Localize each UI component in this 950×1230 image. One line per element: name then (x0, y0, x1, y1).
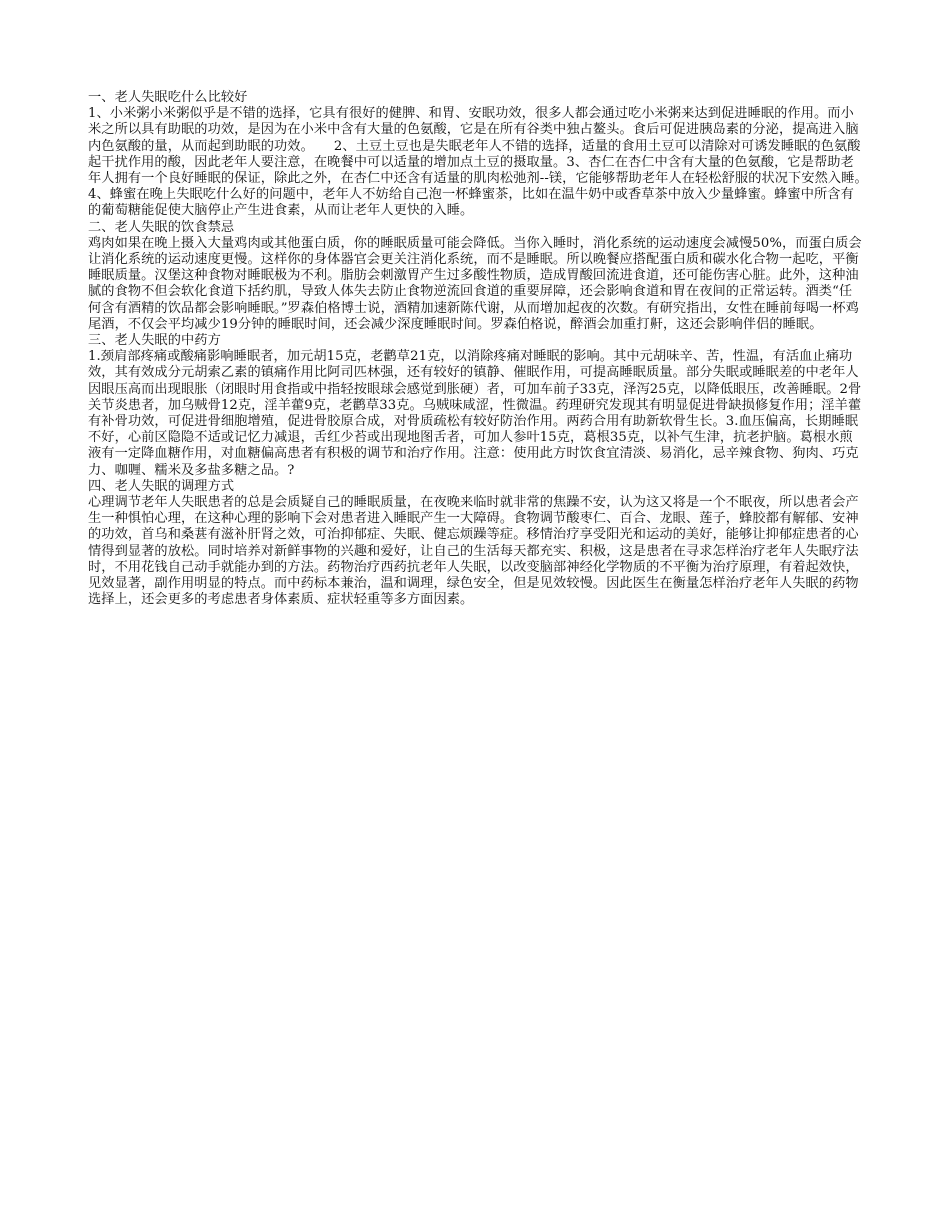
section-body: 1.颈肩部疼痛或酸痛影响睡眠者，加元胡15克，老鹳草21克，以消除疼痛对睡眠的影响。其中元胡味辛、苦，性温，有活血止痛功效，其有效成分元胡索乙素的镇痛作用比阿司匹林强，还有较好的镇静、催眠作用，可提高睡眠质量。部分失眠或睡眠差的中老年人因眼压高而出现眼胀（闭眼时用食指或中指轻按眼球会感觉到胀硬）者，可加车前子33克，泽泻25克，以降低眼压，改善睡眠。2骨关节炎患者，加乌贼骨12克，淫羊藿9克，老鹳草33克。乌贼味咸涩，性微温。药理研究发现其有明显促进骨缺损修复作用；淫羊藿有补骨功效，可促进骨细胞增殖，促进骨胶原合成，对骨质疏松有较好防治作用。两药合用有助新软骨生长。3.血压偏高，长期睡眠不好，心前区隐隐不适或记忆力减退，舌红少苔或出现地图舌者，可加人参叶15克，葛根35克，以补气生津，抗老护脑。葛根水煎液有一定降血糖作用，对血糖偏高患者有积极的调节和治疗作用。注意：使用此方时饮食宜清淡、易消化，忌辛辣食物、狗肉、巧克力、咖喱、糯米及多盐多糖之品。? (88, 349, 862, 478)
section-food (88, 90, 888, 220)
section-body: 鸡肉如果在晚上摄入大量鸡肉或其他蛋白质，你的睡眠质量可能会降低。当你入睡时，消化系统的运动速度会减慢50%，而蛋白质会让消化系统的运动速度更慢。这样你的身体器官会更关注消化系统，而不是睡眠。所以晚餐应搭配蛋白质和碳水化合物一起吃，平衡睡眠质量。汉堡这种食物对睡眠极为不利。脂肪会刺激胃产生过多酸性物质，造成胃酸回流进食道，还可能伤害心脏。此外，这种油腻的食物不但会软化食道下括约肌，导致人体失去防止食物逆流回食道的重要屏障，还会影响食道和胃在夜间的正常运转。酒类“任何含有酒精的饮品都会影响睡眠。”罗森伯格博士说，酒精加速新陈代谢，从而增加起夜的次数。有研究指出，女性在睡前每喝一杯鸡尾酒，不仅会平均减少19分钟的睡眠时间，还会减少深度睡眠时间。罗森伯格说，醉酒会加重打鼾，这还会影响伴侣的睡眠。 (88, 235, 862, 332)
section-herbal-prescription (88, 333, 862, 479)
section-heading: 二、老人失眠的饮食禁忌 (88, 219, 235, 235)
section-heading: 四、老人失眠的调理方式 (88, 478, 235, 494)
section-heading: 三、老人失眠的中药方 (88, 333, 221, 349)
section-body: 心理调节老年人失眠患者的总是会质疑自己的睡眠质量，在夜晚来临时就非常的焦躁不安，认为这又将是一个不眠夜，所以患者会产生一种惧怕心理，在这种心理的影响下会对患者进入睡眠产生一大障碍。食物调节酸枣仁、百合、龙眼、莲子，蜂胶都有解郁、安神的功效，首乌和桑葚有滋补肝肾之效，可治抑郁症、失眠、健忘烦躁等症。移情治疗享受阳光和运动的美好，能够让抑郁症患者的心情得到显著的放松。同时培养对新鲜事物的兴趣和爱好，让自己的生活每天都充实、积极，这是患者在寻求怎样治疗老年人失眠疗法时，不用花钱自己动手就能办到的方法。药物治疗西药抗老年人失眠，以改变脑部神经化学物质的不平衡为治疗原理，有着起效快，见效显著，副作用明显的特点。而中药标本兼治，温和调理，绿色安全，但是见效较慢。因此医生在衡量怎样治疗老年人失眠的药物选择上，还会更多的考虑患者身体素质、症状轻重等多方面因素。 (88, 495, 859, 608)
document-page (88, 90, 888, 609)
section-heading: 一、老人失眠吃什么比较好 (88, 90, 248, 105)
section-conditioning (88, 479, 862, 609)
section-diet-taboos (88, 220, 862, 333)
section-body: 1、小米粥小米粥似乎是不错的选择，它具有很好的健脾、和胃、安眠功效，很多人都会通过吃小米粥来达到促进睡眠的作用。而小米之所以具有助眠的功效，是因为在小米中含有大量的色氨酸，它是在所有谷类中独占鳌头。食后可促进胰岛素的分泌，提高进入脑内色氨酸的量，从而起到助眠的功效。 2、土豆土豆也是失眠老年人不错的选择，适量的食用土豆可以清除对可诱发睡眠的色氨酸起干扰作用的酸，因此老年人要注意，在晚餐中可以适量的增加点土豆的摄取量。3、杏仁在杏仁中含有大量的色氨酸，它是帮助老年人拥有一个良好睡眠的保证，除此之外，在杏仁中还含有适量的肌肉松弛剂--镁，它能够帮助老年人在轻松舒服的状况下安然入睡。 4、蜂蜜在晚上失眠吃什么好的问题中，老年人不妨给自己泡一杯蜂蜜茶，比如在温牛奶中或香草茶中放入少量蜂蜜。蜂蜜中所含有的葡萄糖能促使大脑停止产生进食素，从而让老年人更快的入睡。 (88, 106, 888, 219)
